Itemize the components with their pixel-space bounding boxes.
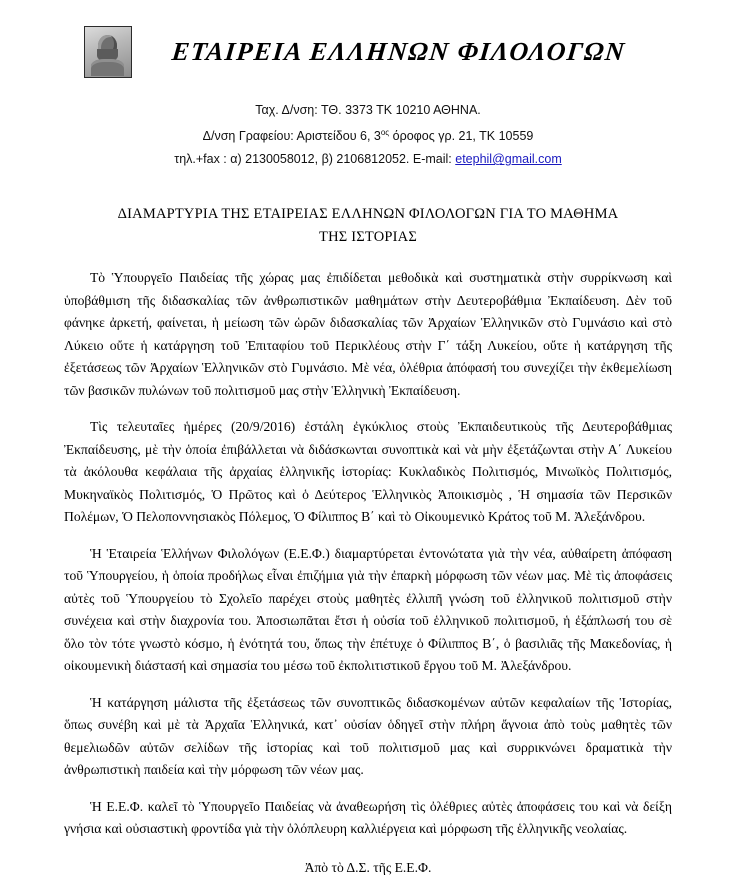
body-paragraph: Ἡ Ἑταιρεία Ἑλλήνων Φιλολόγων (Ε.Ε.Φ.) διαμαρτύρεται ἐντονώτατα γιὰ τὴν νέα, αὐθαίρετη ἀπόφαση τοῦ Ὑπουργείου, ἡ ὁποία προδήλως εἶναι ἐπιζήμια γιὰ τὴν ἐπαρκὴ μόρφωση τῶν νέων μας. Μὲ τὶς ἀποφάσεις αὐτὲς τοῦ Ὑπουργείου τὸ Σχολεῖο παρέχει στοὺς μαθητὲς ἐλλιπῆ γνώση τοῦ ἑλληνικοῦ πολιτισμοῦ στὴν συνέχεια καὶ στὴν διαχρονία του. Ἀποσιωπᾶται ἔτσι ἡ οὐσία τοῦ ἑλληνικοῦ πολιτισμοῦ, ἡ ἐξάπλωσή του σὲ ὅλο τὸν τότε γνωστὸ κόσμο, ἡ ἑνότητά του, ὅπως τὴν ἐπέτυχε ὁ Φίλιππος Β΄, ὁ βασιλιᾶς τῆς Μακεδονίας, ἡ οἰκουμενικὴ διάστασή καὶ σημασία του μέσω τοῦ ἐκπολιτιστικοῦ ἔργου τοῦ Μ. Ἀλεξάνδρου. [64,545,672,674]
office-address-line [64,123,672,146]
philosopher-bust-logo [84,26,132,78]
phone-fax-text: τηλ.+fax : α) 2130058012, β) 2106812052. E-mail: [174,152,456,167]
body-paragraph: Τὸ Ὑπουργεῖο Παιδείας τῆς χώρας μας ἐπιδίδεται μεθοδικὰ καὶ συστηματικὰ στὴν συρρίκνωση καὶ ὑποβάθμιση τῆς διδασκαλίας τῶν ἀνθρωπιστικῶν μαθημάτων στὴν Δευτεροβάθμια Ἐκπαίδευση. Δὲν τοῦ φάνηκε ἀρκετή, φαίνεται, ἡ μείωση τῶν ὡρῶν διδασκαλίας τῶν Ἀρχαίων Ἑλληνικῶν στὸ Γυμνάσιο καὶ στὸ Λύκειο οὔτε ἡ κατάργηση τοῦ Ἐπιταφίου τοῦ Περικλέους στὴν Γ΄ τάξη Λυκείου, οὔτε ἡ κατάργηση τῆς ἐξετάσεως τῶν Ἀρχαίων Ἑλληνικῶν στὸ Γυμνάσιο. Μὲ νέα, ὀλέθρια ἀπόφασή του συνεχίζει τὴν ἐκθεμελίωση τῶν βασικῶν πυλώνων τοῦ πολιτισμοῦ μας στὴν Ἑλληνικὴ Ἐκπαίδευση. [64,270,672,398]
postal-address-line: Ταχ. Δ/νση: ΤΘ. 3373 ΤΚ 10210 ΑΘΗΝΑ. [255,103,481,117]
office-address-pre: Δ/νση Γραφείου: Αριστείδου 6, 3 [202,129,381,144]
letterhead [64,0,672,78]
signature-line: Ἀπὸ τὸ Δ.Σ. τῆς Ε.Ε.Φ. [304,859,432,875]
body-paragraph: Ἡ Ε.Ε.Φ. καλεῖ τὸ Ὑπουργεῖο Παιδείας νὰ ἀναθεωρήση τὶς ὀλέθριες αὐτὲς ἀποφάσεις του καὶ νὰ δείξη γνήσια καὶ οὐσιαστικὴ φροντίδα γιὰ τὴν ὁλόπλευρη καλλιέργεια καὶ μόρφωση τῆς ἑλληνικῆς νεολαίας. [64,798,672,837]
email-link[interactable]: etephil@gmail.com [455,152,562,167]
page-title [64,203,672,249]
page-title-line-1: ΔΙΑΜΑΡΤΥΡΙΑ ΤΗΣ ΕΤΑΙΡΕΙΑΣ ΕΛΛΗΝΩΝ ΦΙΛΟΛΟΓΩΝ ΓΙΑ ΤΟ ΜΑΘΗΜΑ [117,206,619,223]
office-address-post: όροφος γρ. 21, ΤΚ 10559 [389,129,534,144]
organization-title: ΕΤΑΙΡΕΙΑ ΕΛΛΗΝΩΝ ΦΙΛΟΛΟΓΩΝ [170,37,627,66]
bust-body-shape [91,59,124,76]
body-paragraph: Ἡ κατάργηση μάλιστα τῆς ἐξετάσεως τῶν συνοπτικῶς διδασκομένων αὐτῶν κεφαλαίων τῆς Ἱστορίας, ὅπως συνέβη καὶ μὲ τὰ Ἀρχαῖα Ἑλληνικά, κατ᾿ οὐσίαν ὁδηγεῖ στὴν πλήρη ἄγνοια ἀπὸ τοὺς μαθητὲς τῶν θεμελιωδῶν αὐτῶν σελίδων τῆς ἱστορίας καὶ τοῦ πολιτισμοῦ μας καὶ συρρικνώνει δραματικὰ τὴν ἀνθρωπιστικὴ παιδεία καὶ τὴν μόρφωση τῶν νέων μας. [64,694,672,778]
document-body [64,267,672,841]
ordinal-suffix: ος [380,128,390,137]
phone-email-line [64,149,672,169]
page-title-line-2: ΤΗΣ ΙΣΤΟΡΙΑΣ [319,229,417,246]
contact-block [64,100,672,169]
body-paragraph: Τὶς τελευταῖες ἡμέρες (20/9/2016) ἐστάλη ἐγκύκλιος στοὺς Ἐκπαιδευτικοὺς τῆς Δευτεροβάθμιας Ἐκπαίδευσης, μὲ τὴν ὁποία ἐπιβάλλεται νὰ διδάσκωνται συνοπτικὰ καὶ νὰ μὴν ἐξετάζωνται στὴν Α΄ Λυκείου τὰ ἀκόλουθα κεφάλαια τῆς ἀρχαίας ἑλληνικῆς ἱστορίας: Κυκλαδικὸς Πολιτισμός, Μινωϊκὸς Πολιτισμός, Μυκηναϊκὸς Πολιτισμός, Ὁ Πρῶτος καὶ ὁ Δεύτερος Ἑλληνικὸς Ἀποικισμὸς , Ἡ σημασία τῶν Περσικῶν Πολέμων, Ὁ Πελοποννησιακὸς Πόλεμος, Ὁ Φίλιππος Β΄ καὶ τὸ Οἰκουμενικὸ Κράτος τοῦ Μ. Ἀλεξάνδρου. [64,419,672,525]
